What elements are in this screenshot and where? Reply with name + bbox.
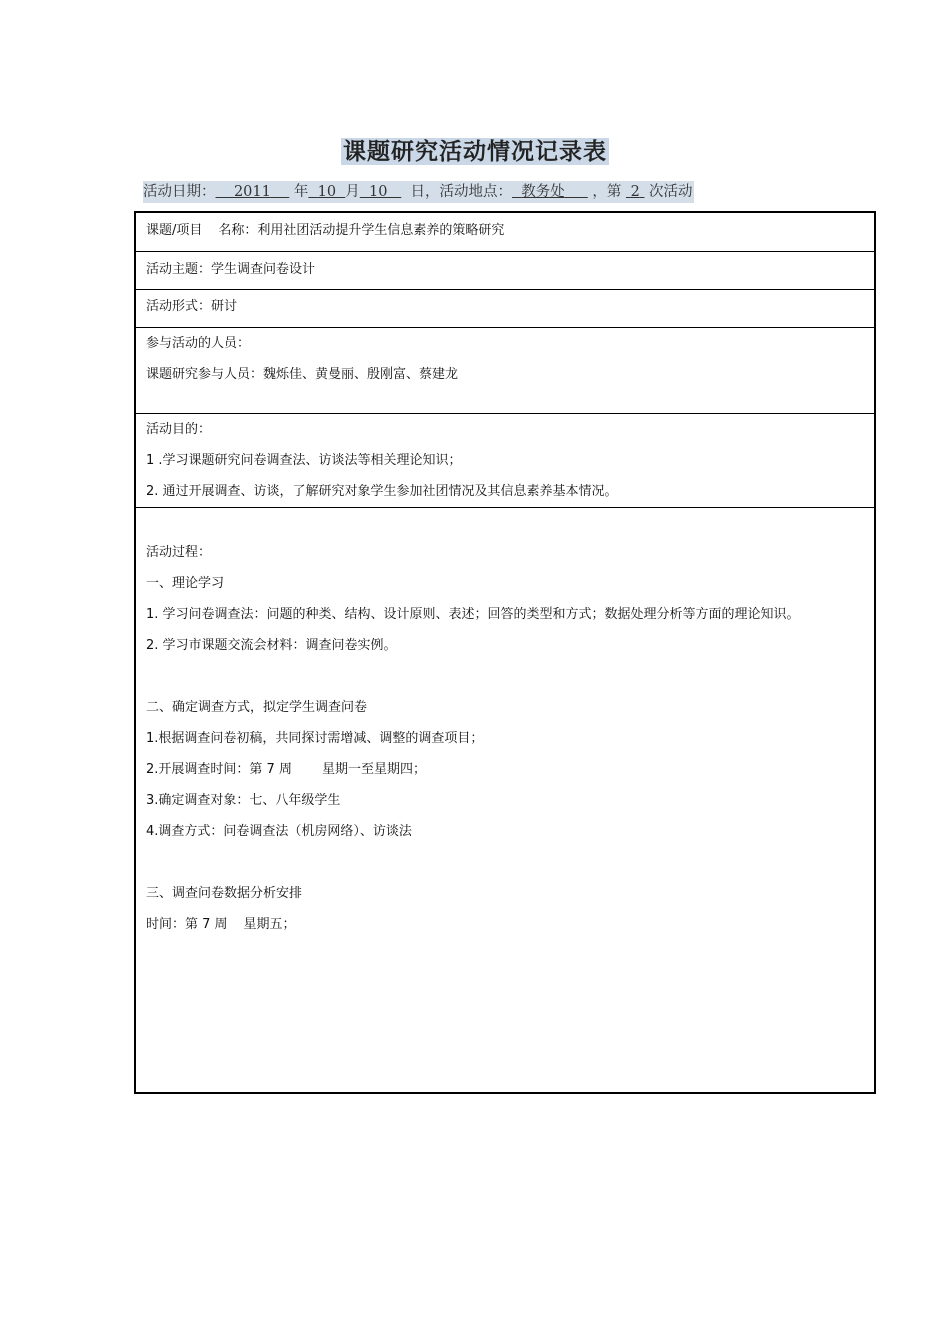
form-text: 活动形式：研讨 bbox=[146, 299, 238, 314]
section-3-title: 三、调查问卷数据分析安排 bbox=[146, 886, 303, 901]
count-value: 2 bbox=[630, 184, 640, 200]
count-prefix: ，第 bbox=[592, 184, 622, 200]
theme-row bbox=[136, 252, 874, 290]
document-title: 课题研究活动情况记录表 bbox=[343, 138, 607, 165]
participants-row bbox=[136, 328, 874, 414]
analysis-day: 星期五； bbox=[243, 917, 296, 932]
day-unit: 日，活动地点： bbox=[410, 184, 512, 200]
count-suffix: 次活动 bbox=[649, 184, 693, 200]
section-2-item-1: 1.根据调查问卷初稿，共同探讨需增减、调整的调查项目； bbox=[146, 731, 484, 746]
section-1-item-1: 1. 学习问卷调查法：问题的种类、结构、设计原则、表述；回答的类型和方式；数据处理分析等方面的理论知识。 bbox=[146, 607, 800, 622]
purpose-item-2: 2. 通过开展调查、访谈，了解研究对象学生参加社团情况及其信息素养基本情况。 bbox=[146, 484, 618, 499]
purpose-label: 活动目的： bbox=[146, 422, 212, 437]
section-1-title: 一、理论学习 bbox=[146, 576, 225, 591]
theme-text: 活动主题：学生调查问卷设计 bbox=[146, 262, 316, 277]
survey-week: 2.开展调查时间：第 7 周 bbox=[146, 762, 292, 777]
day-value: 10 bbox=[369, 184, 388, 200]
date-label: 活动日期： bbox=[143, 184, 216, 200]
month-unit: 月 bbox=[345, 184, 360, 200]
purpose-item-1: 1 .学习课题研究问卷调查法、访谈法等相关理论知识； bbox=[146, 453, 462, 468]
purpose-row bbox=[136, 414, 874, 508]
section-1-item-2: 2. 学习市课题交流会材料：调查问卷实例。 bbox=[146, 638, 397, 653]
section-2-item-2 bbox=[146, 761, 874, 792]
project-label: 课题/项目 bbox=[146, 223, 203, 238]
analysis-week: 时间：第 7 周 bbox=[146, 917, 228, 932]
section-2-title: 二、确定调查方式，拟定学生调查问卷 bbox=[146, 700, 368, 715]
process-label: 活动过程： bbox=[146, 545, 212, 560]
activity-info-line bbox=[143, 181, 694, 203]
process-row bbox=[136, 508, 874, 947]
survey-days: 星期一至星期四； bbox=[321, 762, 426, 777]
month-value: 10 bbox=[317, 184, 337, 200]
year-unit: 年 bbox=[293, 184, 309, 200]
project-row bbox=[136, 213, 874, 252]
document-title-wrapper bbox=[0, 133, 950, 166]
project-name: 名称：利用社团活动提升学生信息素养的策略研究 bbox=[218, 223, 505, 238]
participants-label: 参与活动的人员： bbox=[146, 336, 251, 351]
form-row bbox=[136, 290, 874, 328]
participants-text: 课题研究参与人员：魏烁佳、黄曼丽、殷刚富、蔡建龙 bbox=[146, 367, 459, 382]
section-2-item-3: 3.确定调查对象：七、八年级学生 bbox=[146, 793, 341, 808]
year-value: 2011 bbox=[233, 184, 271, 200]
section-3-item-1 bbox=[146, 916, 874, 947]
place-value: 教务处 bbox=[521, 184, 565, 200]
section-2-item-4: 4.调查方式：问卷调查法（机房网络）、访谈法 bbox=[146, 824, 412, 839]
record-table bbox=[134, 211, 876, 1094]
